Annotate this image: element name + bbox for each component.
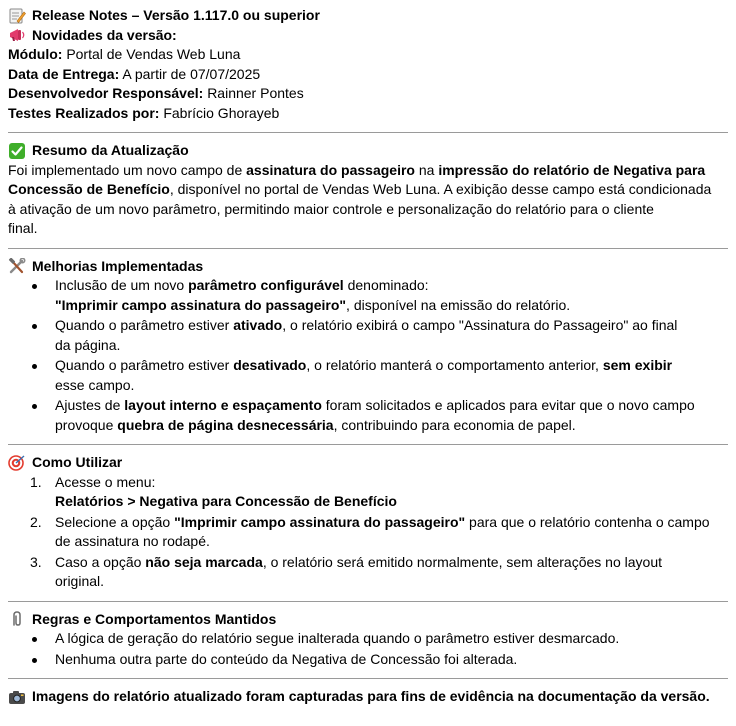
bullet xyxy=(32,637,37,642)
text: Inclusão de um novo xyxy=(55,277,189,293)
field-delivery-date xyxy=(8,65,728,85)
text: Ajustes de xyxy=(55,397,125,413)
text: esse campo. xyxy=(55,376,135,393)
summary-line: final. xyxy=(8,220,38,236)
text: , disponível na emissão do relatório. xyxy=(346,296,571,313)
field-developer xyxy=(8,84,728,104)
divider xyxy=(8,132,728,133)
hammer-and-wrench-icon xyxy=(8,258,26,274)
divider xyxy=(8,678,728,679)
bullet xyxy=(32,284,37,289)
text: denominado: xyxy=(343,277,429,293)
summary-line xyxy=(8,180,728,200)
summary-heading xyxy=(8,141,728,161)
rules-heading-text: Regras e Comportamentos Mantidos xyxy=(32,610,277,627)
divider xyxy=(8,601,728,602)
text: , contribuindo para economia de papel. xyxy=(333,416,576,433)
text: , disponível no portal de Vendas Web Luna. A exibição desse campo está condicionada xyxy=(169,181,712,197)
text: Quando o parâmetro estiver xyxy=(55,357,234,373)
step-number: 2. xyxy=(30,513,42,530)
text-bold: desativado xyxy=(233,357,307,373)
step-number: 3. xyxy=(30,553,42,570)
text: da página. xyxy=(55,336,121,353)
text: A lógica de geração do relatório segue inalterada quando o parâmetro estiver desmarcado. xyxy=(55,630,620,646)
list-item xyxy=(8,356,728,395)
text-bold: sem exibir xyxy=(602,357,673,373)
text-bold: impressão do relatório de Negativa para xyxy=(438,161,706,178)
field-value: Rainner Pontes xyxy=(207,85,304,101)
field-module xyxy=(8,45,728,65)
document-title xyxy=(8,6,728,26)
text: , o relatório exibirá o campo "Assinatura do Passageiro" ao final xyxy=(282,317,678,333)
text: Acesse o menu: xyxy=(55,473,156,490)
list-item xyxy=(8,629,728,649)
text: Selecione a opção xyxy=(55,513,175,530)
text: , o relatório manterá o comportamento anterior, xyxy=(306,357,603,373)
list-item xyxy=(8,316,728,355)
field-value: Portal de Vendas Web Luna xyxy=(66,46,241,62)
text-bold: não seja marcada xyxy=(145,553,263,570)
step-item xyxy=(8,553,728,592)
howto-steps xyxy=(8,473,728,592)
bullet xyxy=(32,364,37,369)
improvements-list xyxy=(8,276,728,435)
text: original. xyxy=(55,573,105,589)
summary-line: à ativação de um novo parâmetro, permitindo maior controle e personalização do relatório para o cliente xyxy=(8,200,654,217)
footer-note xyxy=(8,687,728,707)
step-item xyxy=(8,513,728,552)
improvements-heading-text: Melhorias Implementadas xyxy=(32,257,204,274)
rules-heading xyxy=(8,610,728,630)
field-tester xyxy=(8,104,728,124)
footer-note-text: Imagens do relatório atualizado foram capturadas para fins de evidência na documentação da versão. xyxy=(32,688,710,704)
paperclip-icon xyxy=(8,611,26,627)
text-bold: "Imprimir campo assinatura do passageiro" xyxy=(174,513,466,530)
menu-path: Relatórios > Negativa para Concessão de Benefício xyxy=(55,493,397,509)
text-bold: parâmetro configurável xyxy=(188,277,344,293)
summary-heading-text: Resumo da Atualização xyxy=(32,142,189,158)
memo-icon xyxy=(8,8,26,24)
camera-icon xyxy=(8,689,26,705)
direct-hit-icon xyxy=(8,455,26,471)
megaphone-icon xyxy=(8,27,26,43)
text: provoque xyxy=(55,416,118,433)
improvements-heading xyxy=(8,257,728,277)
bullet xyxy=(32,404,37,409)
list-item xyxy=(8,276,728,315)
step-item xyxy=(8,473,728,512)
field-label: Testes Realizados por: xyxy=(8,104,160,121)
text-bold: "Imprimir campo assinatura do passageiro" xyxy=(55,296,347,313)
text-bold: quebra de página desnecessária xyxy=(117,416,334,433)
field-value: A partir de 07/07/2025 xyxy=(122,65,261,82)
text: de assinatura no rodapé. xyxy=(55,533,210,549)
text: para que o relatório contenha o campo xyxy=(465,513,710,530)
text-bold: ativado xyxy=(233,317,283,333)
list-item xyxy=(8,650,728,670)
bullet xyxy=(32,658,37,663)
text-bold: assinatura do passageiro xyxy=(246,161,415,178)
text: foram solicitados e aplicados para evitar que o novo campo xyxy=(321,397,695,413)
field-label: Módulo: xyxy=(8,46,63,62)
divider xyxy=(8,444,728,445)
text-bold: layout interno e espaçamento xyxy=(124,397,322,413)
text: Nenhuma outra parte do conteúdo da Negativa de Concessão foi alterada. xyxy=(55,650,518,667)
bullet xyxy=(32,324,37,329)
document-title-text: Release Notes – Versão 1.117.0 ou superior xyxy=(32,7,320,23)
rules-list xyxy=(8,629,728,669)
news-heading-text: Novidades da versão: xyxy=(32,26,177,43)
summary-line xyxy=(8,161,728,181)
summary-paragraph xyxy=(8,161,728,239)
field-label: Data de Entrega: xyxy=(8,65,120,82)
news-heading xyxy=(8,26,728,46)
divider xyxy=(8,248,728,249)
text: Foi implementado um novo campo de xyxy=(8,161,247,178)
howto-heading xyxy=(8,453,728,473)
field-label: Desenvolvedor Responsável: xyxy=(8,85,204,101)
text: , o relatório será emitido normalmente, sem alterações no layout xyxy=(262,553,663,570)
step-number: 1. xyxy=(30,473,42,490)
howto-heading-text: Como Utilizar xyxy=(32,454,123,470)
list-item xyxy=(8,396,728,435)
text: Quando o parâmetro estiver xyxy=(55,317,234,333)
text: Caso a opção xyxy=(55,553,146,570)
field-value: Fabrício Ghorayeb xyxy=(163,104,280,121)
check-mark-button-icon xyxy=(8,143,26,159)
text: na xyxy=(414,161,439,178)
text-bold: Concessão de Benefício xyxy=(8,181,170,197)
